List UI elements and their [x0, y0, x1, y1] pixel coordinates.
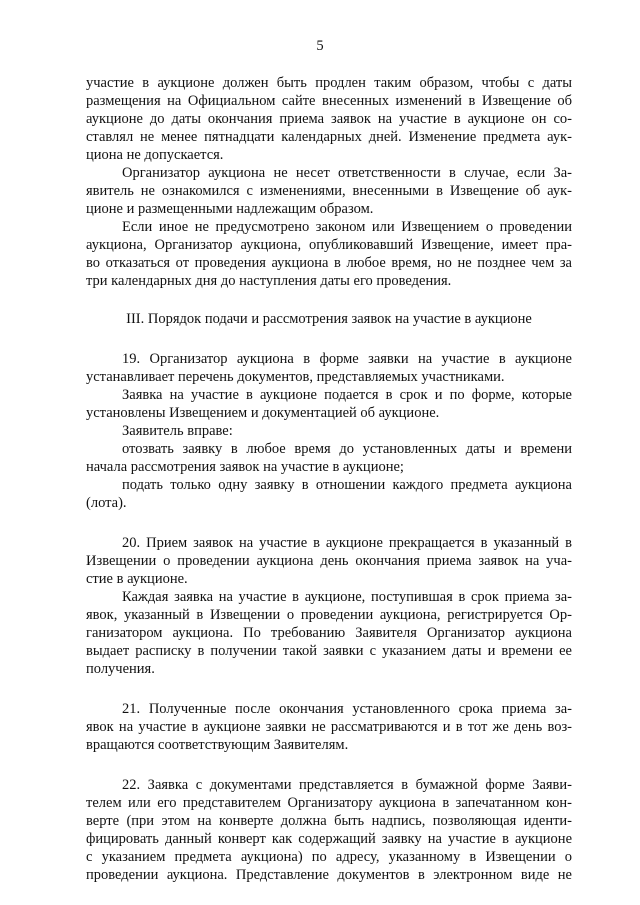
text-line: циона не допускается.: [86, 147, 224, 163]
text-line: ционе и размещенными надлежащим образом.: [86, 201, 374, 217]
text-line: 22. Заявка с документами представляется в бумажной форме Заяви-: [122, 777, 572, 793]
page-body: [86, 74, 572, 884]
text-line: Организатор аукциона не несет ответственности в случае, если За-: [122, 165, 572, 181]
page-number: 5: [316, 38, 324, 54]
text-line: (лота).: [86, 495, 127, 511]
text-line: устанавливает перечень документов, представляемых участниками.: [86, 369, 505, 385]
text-line: Заявитель вправе:: [122, 423, 233, 439]
paragraph-refusal: [86, 218, 572, 290]
paragraph-22: [86, 776, 572, 884]
text-line: во отказаться от проведения аукциона в любое время, но не позднее чем за: [86, 255, 572, 271]
text-line: ганизатором аукциона. По требованию Заявителя Организатор аукциона: [86, 625, 572, 641]
text-line: вращаются соответствующим Заявителям.: [86, 737, 349, 753]
paragraph-organizer-responsibility: [86, 164, 572, 218]
paragraph-21: [86, 700, 572, 754]
text-line: аукциона, Организатор аукциона, опубликовавший Извещение, имеет пра-: [86, 237, 572, 253]
text-line: 19. Организатор аукциона в форме заявки на участие в аукционе: [122, 351, 572, 367]
paragraph-20: [86, 534, 572, 678]
text-line: фицировать данный конверт как содержащий заявку на участие в аукционе: [86, 831, 572, 847]
text-line: выдает расписку в получении такой заявки с указанием даты и времени ее: [86, 643, 572, 659]
text-line: участие в аукционе должен быть продлен таким образом, чтобы с даты: [86, 75, 572, 91]
text-line: верте (при этом на конверте должна быть надпись, позволяющая иденти-: [86, 813, 572, 829]
text-line: начала рассмотрения заявок на участие в аукционе;: [86, 459, 404, 475]
text-line: установлены Извещением и документацией об аукционе.: [86, 405, 440, 421]
text-line: телем или его представителем Организатору аукциона в запечатанном кон-: [86, 795, 572, 811]
text-line: 21. Полученные после окончания установленного срока приема за-: [122, 701, 572, 717]
text-line: ставлял не менее пятнадцати календарных дней. Изменение предмета аук-: [86, 129, 572, 145]
text-line: подать только одну заявку в отношении каждого предмета аукциона: [122, 477, 572, 493]
section-heading: III. Порядок подачи и рассмотрения заявок на участие в аукционе: [126, 311, 532, 327]
text-line: три календарных дня до наступления даты его проведения.: [86, 273, 452, 289]
paragraph-19: [86, 350, 572, 512]
text-line: явитель не ознакомился с изменениями, внесенными в Извещение об аук-: [86, 183, 572, 199]
text-line: явок на участие в аукционе заявки не рассматриваются и в тот же день воз-: [86, 719, 572, 735]
text-line: стие в аукционе.: [86, 571, 188, 587]
text-line: с указанием предмета аукциона) по адресу, указанному в Извещении о: [86, 849, 572, 865]
text-line: Каждая заявка на участие в аукционе, поступившая в срок приема за-: [122, 589, 572, 605]
text-line: отозвать заявку в любое время до установленных даты и времени: [122, 441, 572, 457]
text-line: Извещении о проведении аукциона день окончания приема заявок на уча-: [86, 553, 572, 569]
text-line: Если иное не предусмотрено законом или Извещением о проведении: [122, 219, 572, 235]
text-line: явок, указанный в Извещении о проведении аукциона, регистрируется Ор-: [86, 607, 572, 623]
text-line: 20. Прием заявок на участие в аукционе прекращается в указанный в: [122, 535, 572, 551]
text-line: аукционе до даты окончания приема заявок на участие в аукционе он со-: [86, 111, 572, 127]
text-line: Заявка на участие в аукционе подается в срок и по форме, которые: [122, 387, 572, 403]
paragraph-continuation: [86, 74, 572, 164]
text-line: размещения на Официальном сайте внесенных изменений в Извещение об: [86, 93, 572, 109]
text-line: проведении аукциона. Представление документов в электронном виде не: [86, 867, 572, 883]
text-line: получения.: [86, 661, 155, 677]
